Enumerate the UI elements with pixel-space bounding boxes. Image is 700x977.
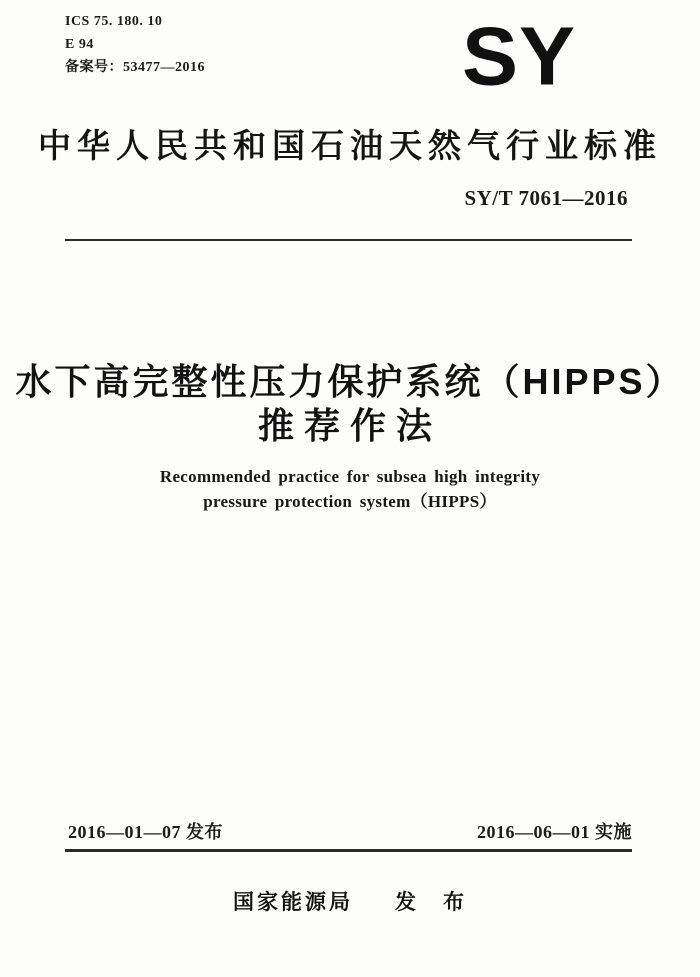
issue-date: 2016—01—07 发布: [68, 822, 223, 842]
record-number: 备案号：53477—2016: [65, 60, 205, 75]
standard-org-title: 中华人民共和国石油天然气行业标准: [38, 127, 662, 164]
top-divider-rule: [65, 239, 632, 241]
main-title-cn-line1: 水下高完整性压力保护系统（HIPPS）: [15, 361, 685, 402]
subtitle-en-line1: Recommended practice for subsea high integrity: [159, 467, 541, 486]
publish-label: 发 布: [395, 891, 467, 914]
subtitle-en: [0, 464, 700, 514]
ics-code: ICS 75. 180. 10: [65, 14, 163, 29]
main-title-cn: [0, 360, 700, 448]
publisher-row: [0, 886, 700, 916]
sy-logo: SY: [462, 9, 577, 103]
implementation-date: 2016—06—01 实施: [477, 822, 632, 842]
doc-category-code: E 94: [65, 37, 94, 52]
subtitle-en-line2: pressure protection system（HIPPS）: [203, 492, 497, 511]
standard-number: SY/T 7061—2016: [464, 186, 628, 210]
dates-row: [68, 818, 632, 844]
bottom-divider-rule: [65, 849, 632, 852]
publisher-name: 国家能源局: [233, 891, 353, 914]
main-title-cn-line2: 推荐作法: [257, 405, 442, 446]
header-codes-block: [65, 10, 205, 79]
